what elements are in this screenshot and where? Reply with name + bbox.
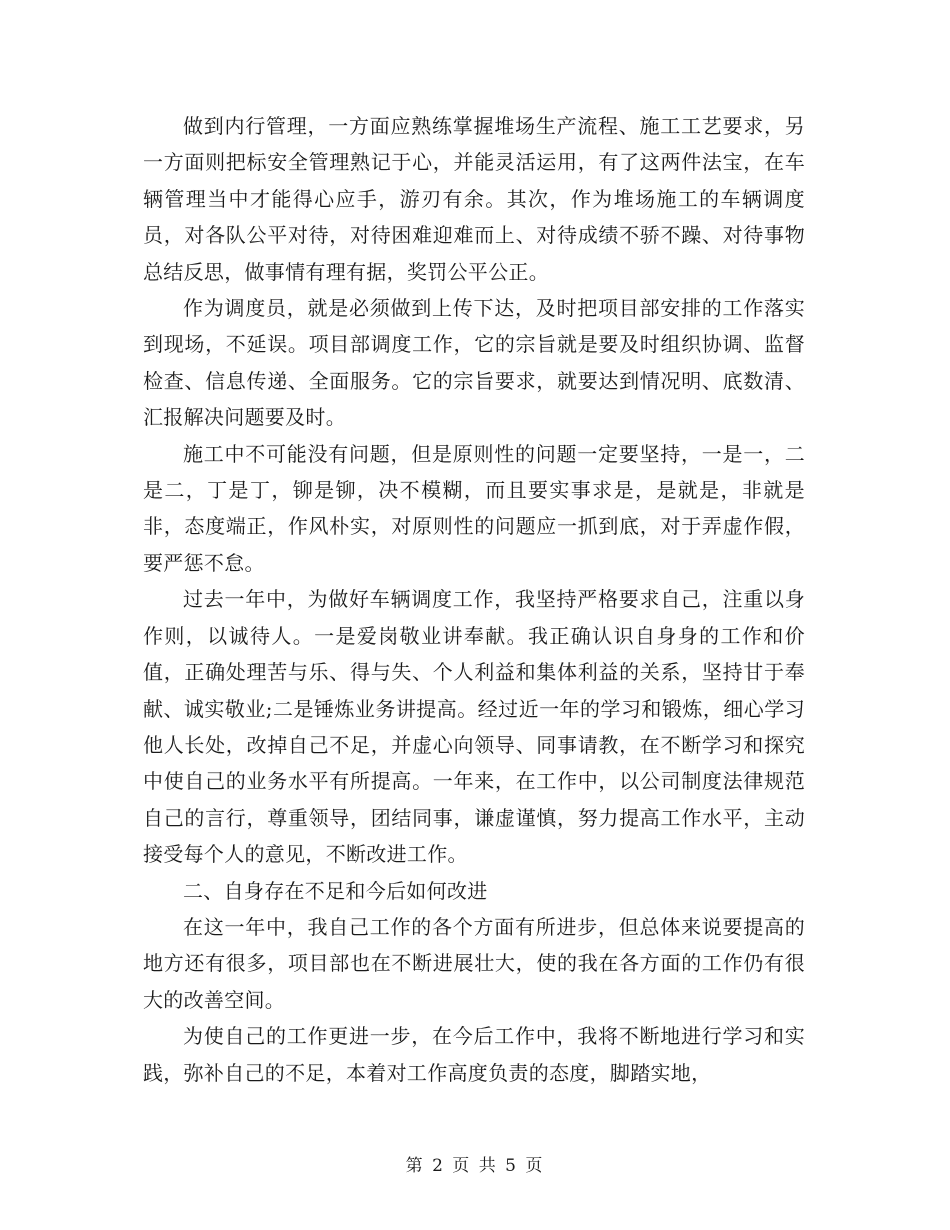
- paragraph-management: 做到内行管理，一方面应熟练掌握堆场生产流程、施工工艺要求，另一方面则把标安全管理熟记于心，并能灵活运用，有了这两件法宝，在车辆管理当中才能得心应手，游刃有余。其次，作为堆场施工的车辆调度员，对各队公平对待，对待困难迎难而上、对待成绩不骄不躁、对待事物总结反思，做事情有理有据，奖罚公平公正。: [143, 114, 805, 284]
- paragraph-past-year: 过去一年中，为做好车辆调度工作，我坚持严格要求自己，注重以身作则，以诚待人。一是爱岗敬业讲奉献。我正确认识自身身的工作和价值，正确处理苦与乐、得与失、个人利益和集体利益的关系，坚持甘于奉献、诚实敬业;二是锤炼业务讲提高。经过近一年的学习和锻炼，细心学习他人长处，改掉自己不足，并虚心向领导、同事请教，在不断学习和探究中使自己的业务水平有所提高。一年来，在工作中，以公司制度法律规范自己的言行，尊重领导，团结同事，谦虚谨慎，努力提高工作水平，主动接受每个人的意见，不断改进工作。: [143, 587, 805, 867]
- section-heading-shortcomings: 二、自身存在不足和今后如何改进: [183, 878, 488, 903]
- paragraph-dispatcher-role: 作为调度员，就是必须做到上传下达，及时把项目部安排的工作落实到现场，不延误。项目部调度工作，它的宗旨就是要及时组织协调、监督检查、信息传递、全面服务。它的宗旨要求，就要达到情况明、底数清、汇报解决问题要及时。: [143, 296, 805, 430]
- paragraph-progress: 在这一年中，我自己工作的各个方面有所进步，但总体来说要提高的地方还有很多，项目部也在不断进展壮大，使的我在各方面的工作仍有很大的改善空间。: [143, 914, 805, 1012]
- document-body: [143, 108, 805, 1091]
- paragraph-future-plans: 为使自己的工作更进一步，在今后工作中，我将不断地进行学习和实践，弥补自己的不足，本着对工作高度负责的态度，脚踏实地，: [143, 1024, 805, 1085]
- paragraph-principles: 施工中不可能没有问题，但是原则性的问题一定要坚持，一是一，二是二，丁是丁，铆是铆，决不模糊，而且要实事求是，是就是，非就是非，态度端正，作风朴实，对原则性的问题应一抓到底，对于弄虚作假，要严惩不怠。: [143, 441, 805, 575]
- page-number-footer: 第 2 页 共 5 页: [405, 1156, 545, 1176]
